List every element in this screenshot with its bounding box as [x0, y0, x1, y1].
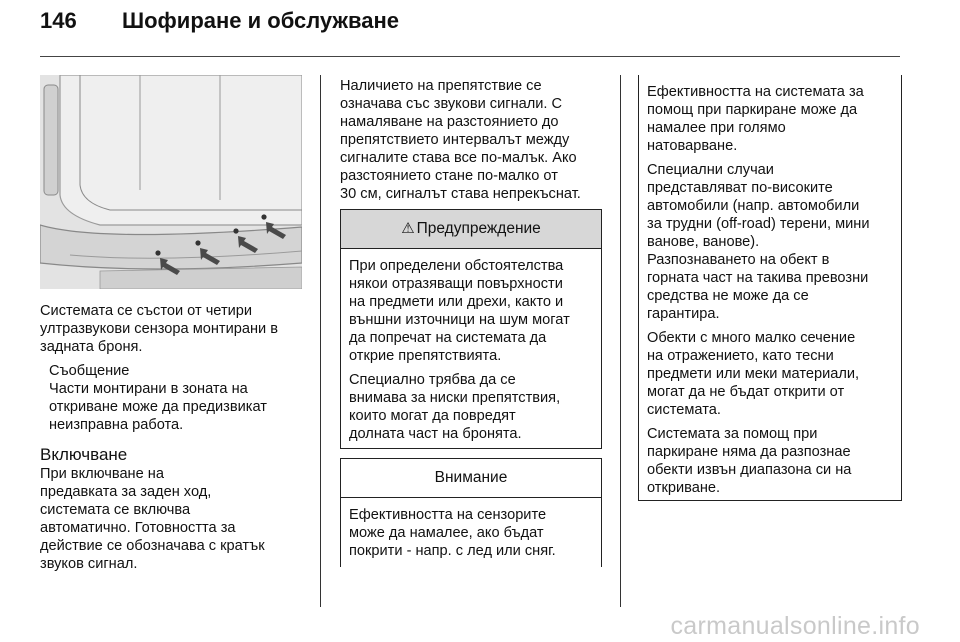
warning-box — [340, 209, 602, 449]
text-line: ванове, ванове). — [647, 234, 760, 250]
load-paragraph — [647, 83, 893, 155]
text-line: може да намалее, ако бъдат — [349, 525, 544, 541]
text-line: системата. — [647, 402, 721, 418]
text-line: разстоянието стане по-малко от — [340, 168, 558, 184]
section-line: действие се обозначава с кратък — [40, 538, 265, 554]
text-line: горната част на такива превозни — [647, 270, 869, 286]
text-line: външни източници на шум могат — [349, 312, 570, 328]
recognition-paragraph — [647, 251, 893, 323]
caution-header — [341, 459, 601, 498]
text-line: на отражението, като тесни — [647, 348, 834, 364]
text-line: открие препятствията. — [349, 348, 502, 364]
text-line: паркиране няма да разпознае — [647, 444, 851, 460]
text-line: Специално трябва да се — [349, 372, 516, 388]
warning-triangle-icon: ⚠ — [401, 220, 415, 237]
intro-paragraph — [40, 302, 312, 356]
text-line: Ефективността на системата за — [647, 84, 864, 100]
note-text — [49, 380, 312, 434]
warning-header — [341, 210, 601, 249]
caution-title: Внимание — [434, 469, 508, 486]
text-line: автомобили (напр. автомобили — [647, 198, 860, 214]
text-line: При определени обстоятелства — [349, 258, 564, 274]
section-line: звуков сигнал. — [40, 556, 138, 572]
text-line: обекти извън диапазона си на — [647, 462, 852, 478]
text-line: покрити - напр. с лед или сняг. — [349, 543, 556, 559]
section-line: предавката за заден ход, — [40, 484, 212, 500]
header-rule — [40, 56, 900, 57]
caution-paragraph — [349, 506, 593, 560]
text-line: Системата за помощ при — [647, 426, 818, 442]
text-line: за трудни (off-road) терени, мини — [647, 216, 870, 232]
special-cases-paragraph — [647, 161, 893, 251]
text-line: натоварване. — [647, 138, 738, 154]
section-heading: Включване — [40, 445, 128, 464]
page-title: Шофиране и обслужване — [122, 8, 400, 33]
text-line: могат да не бъдат открити от — [647, 384, 845, 400]
sensor-1 — [155, 250, 160, 255]
section-line: автоматично. Готовността за — [40, 520, 236, 536]
text-line: Обекти с много малко сечение — [647, 330, 856, 346]
text-line: да попречат на системата да — [349, 330, 547, 346]
column-2-intro — [340, 77, 612, 203]
text-line: помощ при паркиране може да — [647, 102, 858, 118]
caution-box — [340, 458, 602, 567]
text-line: Разпознаването на обект в — [647, 252, 830, 268]
text-line: представляват по-високите — [647, 180, 833, 196]
intro-line: задната броня. — [40, 339, 143, 355]
section-line: системата се включва — [40, 502, 191, 518]
text-line: препятствието интервалът между — [340, 132, 570, 148]
warning-body — [341, 249, 601, 451]
watermark: carmanualsonline.info — [670, 612, 920, 640]
sensor-4 — [261, 214, 266, 219]
note-block — [40, 362, 312, 434]
section-line: При включване на — [40, 466, 164, 482]
note-line: Части монтирани в зоната на — [49, 381, 248, 397]
intro-line: Системата се състои от четири — [40, 303, 253, 319]
text-line: Ефективността на сензорите — [349, 507, 547, 523]
column-divider-left — [320, 75, 321, 607]
column-divider-right — [620, 75, 621, 607]
note-line: откриване може да предизвикат — [49, 399, 267, 415]
text-line: предмети или меки материали, — [647, 366, 860, 382]
text-line: на предмети или дрехи, както и — [349, 294, 564, 310]
caution-body — [341, 498, 601, 568]
warning-paragraph-2 — [349, 371, 593, 443]
text-line: Специални случаи — [647, 162, 774, 178]
intro-line: ултразвукови сензора монтирани в — [40, 321, 278, 337]
sensor-2 — [195, 240, 200, 245]
text-line: някои отразяващи повърхности — [349, 276, 563, 292]
van-rear-sensors-illustration — [40, 75, 302, 289]
text-line: които могат да повредят — [349, 408, 516, 424]
small-objects-paragraph — [647, 329, 893, 419]
column-1 — [40, 302, 312, 573]
text-line: долната част на бронята. — [349, 426, 522, 442]
text-line: откриване. — [647, 480, 721, 496]
text-line: средства не може да се — [647, 288, 809, 304]
text-line: внимава за ниски препятствия, — [349, 390, 561, 406]
section-paragraph — [40, 465, 312, 573]
sensor-3 — [233, 228, 238, 233]
warning-paragraph-1 — [349, 257, 593, 365]
range-paragraph — [647, 425, 893, 497]
obstacle-paragraph — [340, 77, 612, 203]
page-number: 146 — [40, 8, 77, 33]
warning-title: Предупреждение — [416, 220, 541, 237]
text-line: намалее при голямо — [647, 120, 786, 136]
note-line: неизправна работа. — [49, 417, 184, 433]
text-line: Наличието на препятствие се — [340, 78, 542, 94]
page-header — [40, 8, 399, 34]
text-line: намаляване на разстоянието до — [340, 114, 559, 130]
column-3-body — [639, 75, 901, 505]
text-line: сигналите става все по-малък. Ако — [340, 150, 577, 166]
text-line: гарантира. — [647, 306, 720, 322]
text-line: 30 см, сигналът става непрекъснат. — [340, 186, 581, 202]
note-title: Съобщение — [49, 363, 130, 379]
text-line: означава със звукови сигнали. С — [340, 96, 563, 112]
column-3-box — [638, 75, 902, 501]
